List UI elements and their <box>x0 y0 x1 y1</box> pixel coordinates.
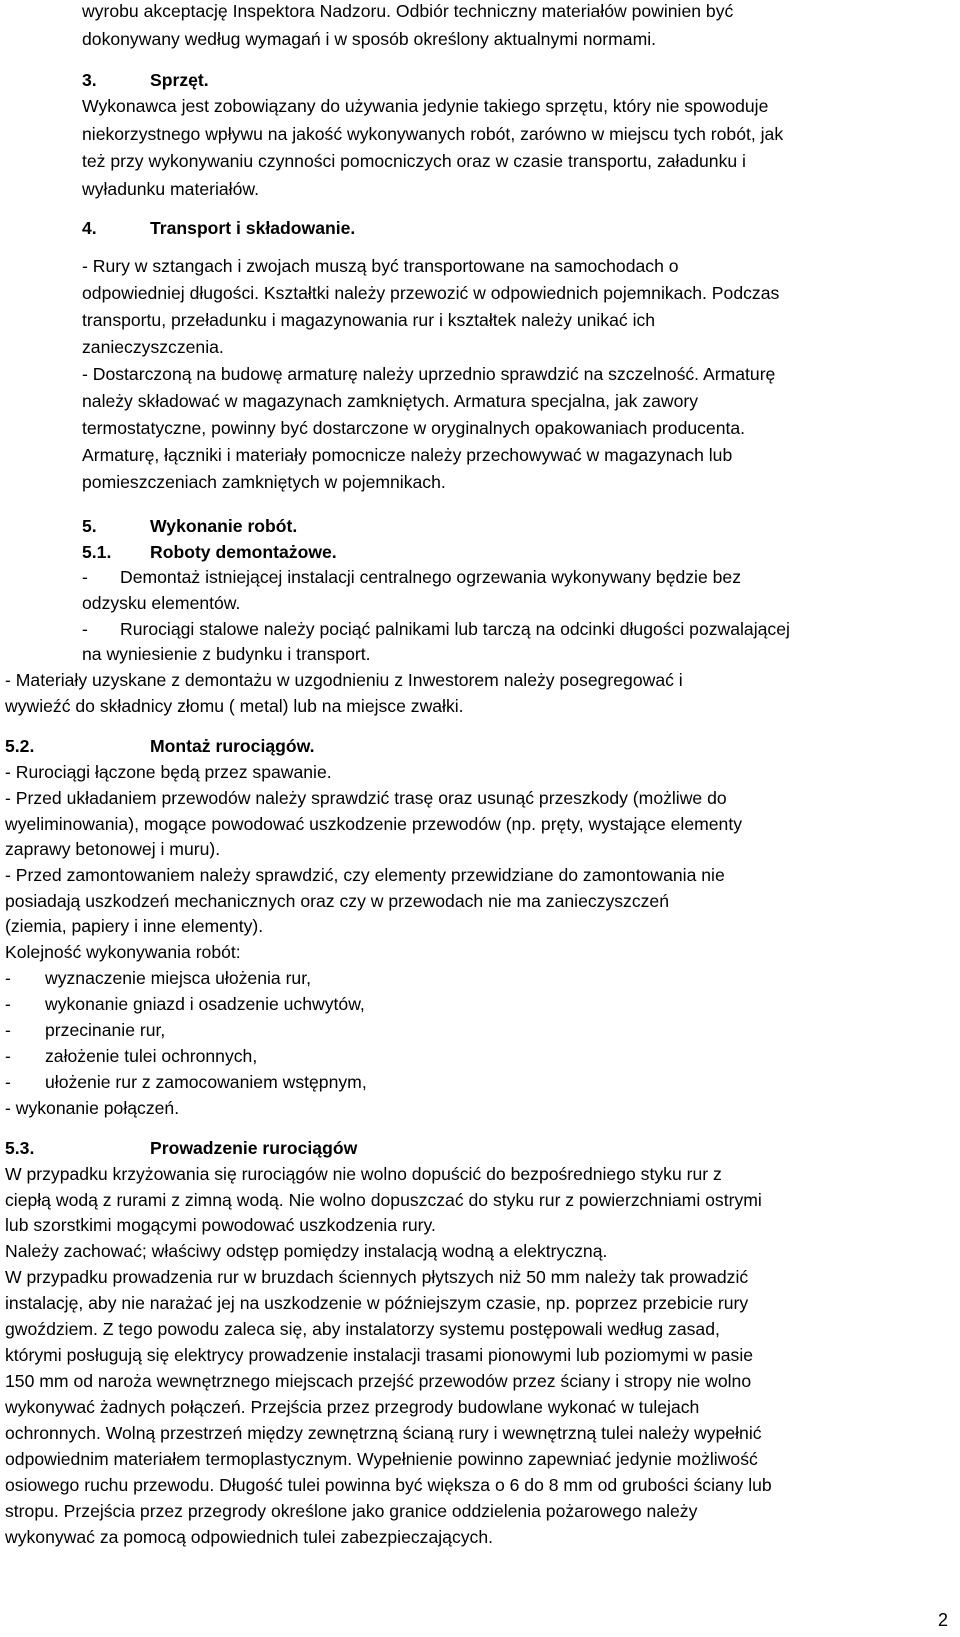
section-5-3-line: gwoździem. Z tego powodu zaleca się, aby instalatorzy systemu postępowali według zasad, <box>5 1319 720 1339</box>
section-4-number: 4. <box>82 218 97 238</box>
step-item <box>0 1042 960 1070</box>
section-5-2-line: Kolejność wykonywania robót: <box>5 942 241 962</box>
section-5-3-line: wykonywać za pomocą odpowiednich tulei zabezpieczających. <box>5 1527 494 1547</box>
step-text: - wykonanie połączeń. <box>5 1098 180 1118</box>
step-item <box>0 1068 960 1096</box>
section-4-line: należy składować w magazynach zamkniętych. Armatura specjalna, jak zawory <box>82 391 699 411</box>
intro-line-1: wyrobu akceptację Inspektora Nadzoru. Odbiór techniczny materiałów powinien być <box>82 1 734 21</box>
section-4-line: Armaturę, łączniki i materiały pomocnicze należy przechowywać w magazynach lub <box>82 445 733 465</box>
section-5-2-line: posiadają uszkodzeń mechanicznych oraz czy w przewodach nie ma zanieczyszczeń <box>5 891 670 911</box>
list-item-text: Rurociągi stalowe należy pociąć palnikami lub tarczą na odcinki długości pozwalającej <box>120 619 790 639</box>
page-number: 2 <box>938 1610 949 1630</box>
dash: - <box>82 567 88 587</box>
section-5-1-title: Roboty demontażowe. <box>150 542 337 562</box>
intro-paragraph <box>0 0 960 25</box>
section-3-title: Sprzęt. <box>150 70 209 90</box>
section-4-line: termostatyczne, powinny być dostarczone w oryginalnych opakowaniach producenta. <box>82 418 746 438</box>
step-text: założenie tulei ochronnych, <box>45 1046 258 1066</box>
section-4-line: - Dostarczoną na budowę armaturę należy uprzednio sprawdzić na szczelność. Armaturę <box>82 364 776 384</box>
section-5-2-number: 5.2. <box>5 736 35 756</box>
dash: - <box>5 1020 11 1040</box>
section-5-title: Wykonanie robót. <box>150 516 298 536</box>
dash: - <box>5 994 11 1014</box>
section-4-line: zanieczyszczenia. <box>82 337 224 357</box>
section-5-3-line: ochronnych. Wolną przestrzeń między zewnętrzną ścianą rury i wewnętrzną tulei należy wypełnić <box>5 1423 762 1443</box>
section-4-line: transportu, przeładunku i magazynowania rur i kształtek należy unikać ich <box>82 310 656 330</box>
section-5-2-line: zaprawy betonowej i muru). <box>5 839 221 859</box>
step-item <box>0 964 960 992</box>
step-text: przecinanie rur, <box>45 1020 166 1040</box>
section-3-line: wyładunku materiałów. <box>82 179 260 199</box>
list-item-text: na wyniesienie z budynku i transport. <box>82 644 371 664</box>
list-item-text: odzysku elementów. <box>82 593 241 613</box>
section-5-2-heading <box>0 732 960 760</box>
section-4-line: pomieszczeniach zamkniętych w pojemnikach. <box>82 472 446 492</box>
section-5-3-line: Należy zachować; właściwy odstęp pomiędzy instalacją wodną a elektryczną. <box>5 1241 608 1261</box>
section-5-1-heading <box>0 538 960 566</box>
section-5-3-line: którymi posługują się elektrycy prowadzenie instalacji trasami pionowymi lub poziomymi w pasie <box>5 1345 754 1365</box>
list-item-text: Demontaż istniejącej instalacji centralnego ogrzewania wykonywany będzie bez <box>120 567 742 587</box>
section-4-line: odpowiedniej długości. Kształtki należy przewozić w odpowiednich pojemnikach. Podczas <box>82 283 780 303</box>
list-item <box>0 615 960 643</box>
section-3-line: Wykonawca jest zobowiązany do używania jedynie takiego sprzętu, który nie spowoduje <box>82 96 769 116</box>
section-3-line: niekorzystnego wpływu na jakość wykonywanych robót, zarówno w miejscu tych robót, jak <box>82 124 784 144</box>
section-5-3-heading <box>0 1134 960 1162</box>
dash: - <box>82 619 88 639</box>
section-5-3-line: ciepłą wodą z rurami z zimną wodą. Nie wolno dopuszczać do styku rur z powierzchniami ostrymi <box>5 1190 762 1210</box>
dash: - <box>5 968 11 988</box>
dash: - <box>5 1072 11 1092</box>
step-text: wyznaczenie miejsca ułożenia rur, <box>45 968 311 988</box>
section-5-2-line: (ziemia, papiery i inne elementy). <box>5 916 264 936</box>
section-5-2-line: - Rurociągi łączone będą przez spawanie. <box>5 762 332 782</box>
list-item <box>0 563 960 591</box>
section-5-2-line: - Przed zamontowaniem należy sprawdzić, czy elementy przewidziane do zamontowania nie <box>5 865 725 885</box>
section-5-2-line: - Przed układaniem przewodów należy sprawdzić trasę oraz usunąć przeszkody (możliwe do <box>5 788 727 808</box>
section-5-3-line: 150 mm od naroża wewnętrznego miejscach przejść przewodów przez ściany i stropy nie wolno <box>5 1371 752 1391</box>
step-item <box>0 990 960 1018</box>
section-5-number: 5. <box>82 516 97 536</box>
intro-line-2: dokonywany według wymagań i w sposób określony aktualnymi normami. <box>82 29 657 49</box>
section-5-3-line: W przypadku krzyżowania się rurociągów nie wolno dopuścić do bezpośredniego styku rur z <box>5 1164 722 1184</box>
step-text: ułożenie rur z zamocowaniem wstępnym, <box>45 1072 367 1092</box>
section-5-heading <box>0 512 960 540</box>
dash: - <box>5 1046 11 1066</box>
section-5-3-line: W przypadku prowadzenia rur w bruzdach ściennych płytszych niż 50 mm należy tak prowadzić <box>5 1267 749 1287</box>
section-5-3-line: osiowego ruchu przewodu. Długość tulei powinna być większa o 6 do 8 mm od grubości ściany lub <box>5 1475 772 1495</box>
section-5-3-line: lub szorstkimi mogącymi powodować uszkodzenia rury. <box>5 1215 436 1235</box>
section-5-1-number: 5.1. <box>82 542 112 562</box>
step-item <box>0 1016 960 1044</box>
section-4-title: Transport i składowanie. <box>150 218 356 238</box>
section-5-3-title: Prowadzenie rurociągów <box>150 1138 358 1158</box>
section-5-3-number: 5.3. <box>5 1138 35 1158</box>
section-5-3-line: wykonywać żadnych połączeń. Przejścia przez przegrody budowlane wykonać w tulejach <box>5 1397 700 1417</box>
section-5-2-title: Montaż rurociągów. <box>150 736 315 756</box>
section-5-3-line: instalację, aby nie narażać jej na uszkodzenie w późniejszym czasie, np. poprzez przebicie rury <box>5 1293 749 1313</box>
section-5-3-line: stropu. Przejścia przez przegrody określone jako granice oddzielenia pożarowego należy <box>5 1501 698 1521</box>
step-text: wykonanie gniazd i osadzenie uchwytów, <box>45 994 365 1014</box>
section-4-line: - Rury w sztangach i zwojach muszą być transportowane na samochodach o <box>82 256 679 276</box>
list-item-text: wywieźć do składnicy złomu ( metal) lub na miejsce zwałki. <box>5 696 464 716</box>
section-3-number: 3. <box>82 70 97 90</box>
list-item-text: - Materiały uzyskane z demontażu w uzgodnieniu z Inwestorem należy posegregować i <box>5 670 683 690</box>
section-5-2-line: wyeliminowania), mogące powodować uszkodzenie przewodów (np. pręty, wystające elementy <box>5 814 743 834</box>
section-3-heading <box>0 66 960 94</box>
section-3-line: też przy wykonywaniu czynności pomocniczych oraz w czasie transportu, załadunku i <box>82 151 746 171</box>
section-4-heading <box>0 214 960 242</box>
section-5-3-line: odpowiednim materiałem termoplastycznym. Wypełnienie powinno zapewniać jedynie możliwość <box>5 1449 758 1469</box>
